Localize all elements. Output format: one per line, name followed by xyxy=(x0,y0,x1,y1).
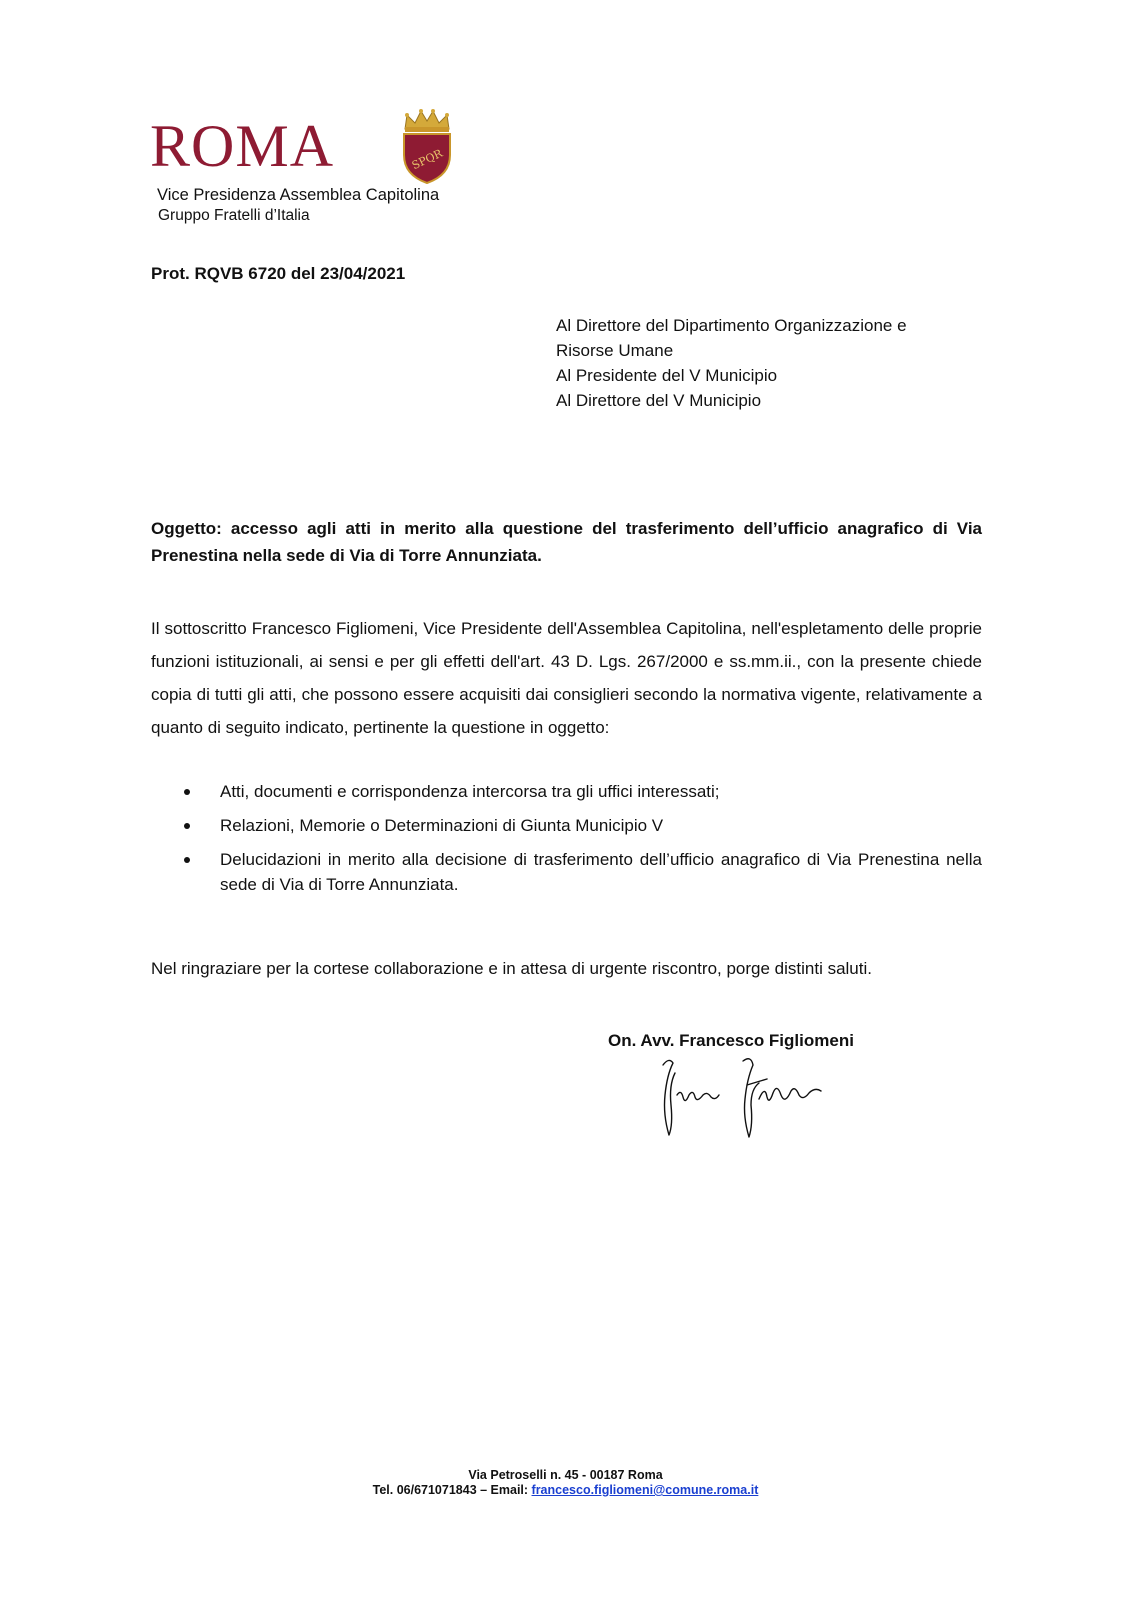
list-item-text: Atti, documenti e corrispondenza intercorsa tra gli uffici interessati; xyxy=(220,782,720,801)
recipient-line: Al Direttore del V Municipio xyxy=(556,391,762,410)
subject-line: Oggetto: accesso agli atti in merito alla questione del trasferimento dell’ufficio anagrafico di Via Prenestina nella sede di Via di Torre Annunziata. xyxy=(151,519,982,565)
request-list xyxy=(151,779,982,906)
list-item-text: Relazioni, Memorie o Determinazioni di Giunta Municipio V xyxy=(220,816,664,835)
bullet-icon xyxy=(184,789,190,795)
signatory-name: On. Avv. Francesco Figliomeni xyxy=(608,1031,854,1050)
recipient-line: Al Direttore del Dipartimento Organizzazione e xyxy=(556,316,907,335)
closing-paragraph: Nel ringraziare per la cortese collaborazione e in attesa di urgente riscontro, porge distinti saluti. xyxy=(151,959,872,978)
svg-text:SPQR: SPQR xyxy=(409,146,445,173)
list-item xyxy=(151,813,982,838)
recipient-line: Risorse Umane xyxy=(556,341,674,360)
list-item-text: Delucidazioni in merito alla decisione di trasferimento dell’ufficio anagrafico di Via Prenestina nella sede di Via di Torre Annunziata. xyxy=(220,850,982,894)
footer-phone: Tel. 06/671071843 – Email: xyxy=(372,1483,532,1497)
roma-logo-text: ROMA xyxy=(150,113,335,179)
footer-address: Via Petroselli n. 45 - 00187 Roma xyxy=(468,1468,663,1482)
list-item xyxy=(151,779,982,804)
footer-contact xyxy=(0,1483,1131,1498)
list-item xyxy=(151,847,982,897)
office-name: Vice Presidenza Assemblea Capitolina xyxy=(157,186,440,204)
email-link[interactable]: francesco.figliomeni@comune.roma.it xyxy=(531,1483,759,1497)
group-name: Gruppo Fratelli d’Italia xyxy=(158,207,310,224)
roma-crest-icon xyxy=(395,107,459,185)
recipients-block xyxy=(556,313,982,413)
bullet-icon xyxy=(184,823,190,829)
handwritten-signature xyxy=(655,1055,835,1145)
recipient-line: Al Presidente del V Municipio xyxy=(556,366,778,385)
body-paragraph: Il sottoscritto Francesco Figliomeni, Vice Presidente dell'Assemblea Capitolina, nell'espletamento delle proprie funzioni istituzionali, ai sensi e per gli effetti dell'art. 43 D. Lgs. 267/2000 e ss.mm.ii., con la presente chiede copia di tutti gli atti, che possono essere acquisiti dai consiglieri secondo la normativa vigente, relativamente a quanto di seguito indicato, pertinente la questione in oggetto: xyxy=(151,619,982,737)
bullet-icon xyxy=(184,857,190,863)
protocol-number: Prot. RQVB 6720 del 23/04/2021 xyxy=(151,264,406,283)
footer xyxy=(0,1468,1131,1498)
